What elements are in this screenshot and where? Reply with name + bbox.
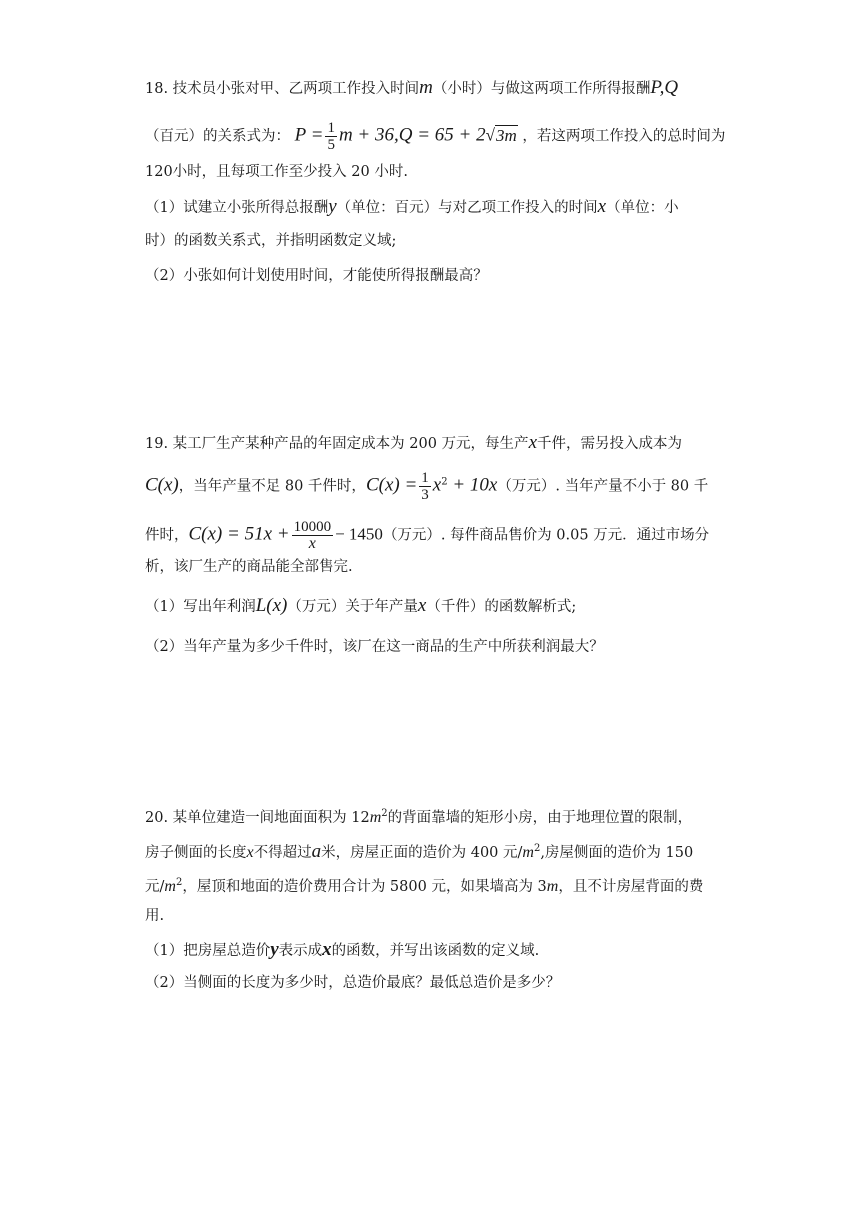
q18-line-5: 时）的函数关系式，并指明函数定义域;: [145, 233, 397, 249]
q18-line-1: [145, 78, 678, 99]
q18-text: （单位：小: [606, 200, 679, 216]
q20-part-1: [145, 940, 539, 961]
q19-part-1: [145, 596, 576, 617]
var-y: y: [328, 196, 337, 217]
var-m: m: [419, 77, 433, 98]
q20-text: ，屋顶和地面的造价费用合计为 5800 元，如果墙高为 3: [182, 878, 547, 895]
formula-pq: m + 36,Q = 65 + 2: [338, 124, 486, 146]
q18-text: ，若这两项工作投入的总时间为: [522, 128, 726, 145]
q20-text: 元/: [145, 878, 165, 895]
formula-cx-1: C(x) =: [365, 474, 418, 496]
q18-part-2: （2）小张如何计划使用时间，才能使所得报酬最高？: [145, 268, 488, 284]
q19-line-2: C(x)，当年产量不足 80 千件时，C(x) = $\frac{1}{3}$ $x^2 + 10x$（万元）. 当年产量不小于 80 千: [145, 470, 709, 503]
q20-text: ,房屋侧面的造价为 150: [540, 844, 694, 861]
formula-cx-2: C(x) = 51x +: [188, 523, 290, 545]
frac-num: 10000: [293, 519, 332, 535]
q19-text: （万元）. 每件商品售价为 0.05 万元．通过市场分: [382, 527, 710, 544]
q20-text: 不得超过: [253, 844, 312, 861]
var-x: x: [528, 432, 537, 453]
q19-text: 千件，需另投入成本为: [537, 436, 682, 452]
q18-line-3: 120小时，且每项工作至少投入 20 小时.: [145, 164, 408, 180]
q20-line-2: 房子侧面的长度x不得超过a米，房屋正面的造价为 400 元$/m^2$,房屋侧面的造价为 150: [145, 840, 694, 862]
frac-den: 5: [327, 137, 335, 153]
formula-1450: − 1450: [335, 524, 383, 544]
sqrt-radicand: 3m: [495, 125, 517, 145]
q20-part-2: （2）当侧面的长度为多少时，总造价最底？最低总造价是多少？: [145, 975, 561, 991]
formula-lx: L(x): [255, 595, 288, 616]
formula-x-sq: x: [432, 474, 442, 496]
q18-text: （小时）与做这两项工作所得报酬: [432, 81, 651, 97]
q19-text: （千件）的函数解析式;: [426, 599, 577, 615]
q20-text: ，且不计房屋背面的费: [558, 878, 704, 895]
q18-text: 18. 技术员小张对甲、乙两项工作投入时间: [145, 81, 420, 97]
q19-text: （1）写出年利润: [145, 599, 256, 615]
fraction-1-3: [419, 470, 431, 503]
q19-text: （万元）关于年产量: [287, 599, 418, 615]
q19-text: 件时，: [145, 527, 189, 544]
sqrt-expr: √3m: [485, 125, 517, 145]
fraction-1-5: [325, 120, 337, 153]
q18-text: （百元）的关系式为：: [145, 128, 290, 145]
q20-line-4: 用.: [145, 908, 165, 924]
q18-line-2: [145, 120, 725, 153]
fraction-10000-x: [292, 519, 334, 552]
q19-text: 19. 某工厂生产某种产品的年固定成本为 200 万元，每生产: [145, 436, 529, 452]
var-x: x: [417, 595, 427, 616]
q20-text: （1）把房屋总造价: [145, 943, 271, 959]
formula-cx: C(x): [145, 474, 179, 496]
var-pq: P,Q: [650, 77, 679, 98]
var-x: x: [246, 843, 254, 861]
frac-den: 3: [421, 487, 429, 503]
q19-text: （万元）. 当年产量不小于 80 千: [497, 478, 709, 495]
q19-text: ，当年产量不足 80 千件时，: [178, 478, 366, 495]
q19-line-4: 析，该厂生产的商品能全部售完.: [145, 559, 353, 575]
q20-text: 米，房屋正面的造价为 400 元/: [321, 844, 523, 861]
q20-line-1: 20. 某单位建造一间地面面积为 $12m^2$的背面靠墙的矩形小房，由于地理位置的限制，: [145, 808, 693, 826]
q18-text: （1）试建立小张所得总报酬: [145, 200, 329, 216]
q20-text: 表示成: [278, 943, 323, 959]
unit-m: m: [164, 877, 176, 895]
q20-text: 的背面靠墙的矩形小房，由于地理位置的限制，: [387, 809, 693, 826]
q20-text: 房子侧面的长度: [145, 844, 247, 861]
frac-den: x: [308, 535, 316, 552]
frac-num: 1: [421, 470, 429, 486]
q18-part-1: [145, 197, 679, 218]
frac-num: 1: [327, 120, 335, 136]
var-a: a: [311, 840, 322, 862]
formula-10x: + 10x: [447, 474, 498, 496]
q18-text: （单位：百元）与对乙项工作投入的时间: [336, 200, 598, 216]
q19-line-1: [145, 433, 682, 454]
q19-part-2: （2）当年产量为多少千件时，该厂在这一商品的生产中所获利润最大？: [145, 639, 604, 655]
q20-text: 的函数，并写出该函数的定义域.: [331, 943, 540, 959]
q20-line-3: 元$/m^2$，屋顶和地面的造价费用合计为 5800 元，如果墙高为 3m，且不计房屋背面的费: [145, 877, 704, 895]
unit-m: m: [369, 808, 382, 826]
var-x: x: [322, 939, 332, 960]
formula-p: P =: [294, 124, 324, 146]
var-x: x: [597, 196, 607, 217]
unit-m: m: [522, 843, 534, 861]
q19-line-3: [145, 519, 709, 552]
var-y: y: [270, 939, 279, 960]
q20-text: 20. 某单位建造一间地面面积为 12: [145, 809, 370, 826]
unit-m: m: [546, 877, 559, 895]
